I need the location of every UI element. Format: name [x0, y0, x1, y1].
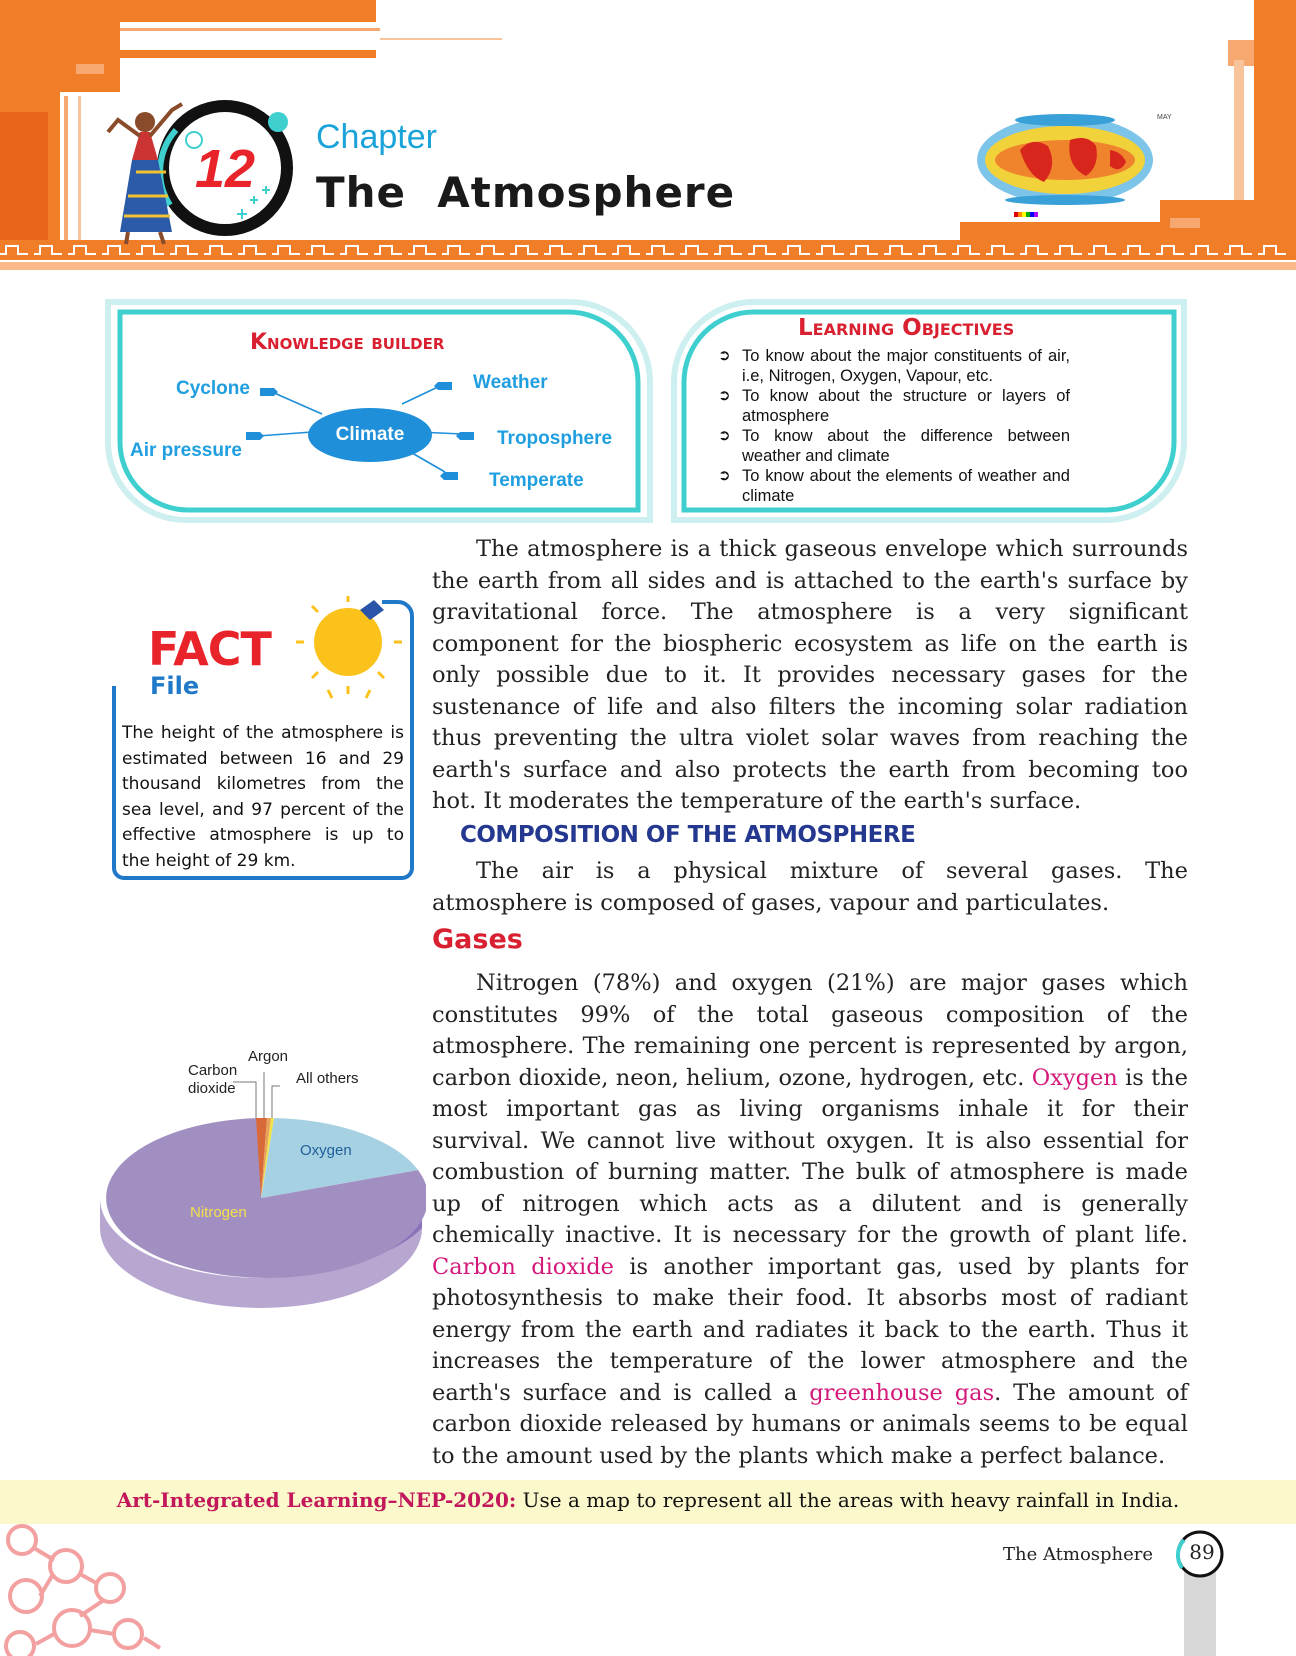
world-temperature-map — [977, 114, 1153, 217]
map-label: MAY — [1157, 114, 1172, 121]
kb-item-weather: Weather — [473, 372, 548, 393]
fact-file-subtitle: File — [150, 672, 200, 700]
kb-item-cyclone: Cyclone — [176, 378, 250, 399]
composition-paragraph: The air is a physical mixture of several gases. The atmosphere is composed of gases, vapour and particulates. — [432, 858, 1188, 916]
kb-item-troposphere: Troposphere — [497, 428, 613, 449]
highlight-carbon-dioxide: Carbon dioxide — [432, 1253, 614, 1280]
knowledge-builder-title: Knowledge builder — [250, 330, 445, 355]
pie-label-oxygen: Oxygen — [300, 1142, 352, 1159]
gases-paragraph: Nitrogen (78%) and oxygen (21%) are major gases which constitutes 99% of the total gaseous composition of the atmosphere. The remaining one percent is represented by argon, carbon dioxide, neon, helium, ozone, hydrogen, etc. Oxygen is the most important gas as living organisms inhale it for their survival. We cannot live without oxygen. It is also essential for combustion of burning matter. The bulk of atmosphere is made up of nitrogen which acts as a dilutent and is generally chemically inactive. It is necessary for the growth of plant life. Carbon dioxide is another important gas, used by plants for photosynthesis to make their food. It absorbs most of radiant energy from the earth and radiates it back to the earth. Thus it increases the temperature of the lower atmosphere and the earth's surface and is called a greenhouse gas. The amount of carbon dioxide released by humans or animals seems to be equal to the amount used by the plants which make a perfect balance. — [432, 970, 1188, 1469]
highlight-oxygen: Oxygen — [1031, 1064, 1118, 1091]
fact-file-text: The height of the atmosphere is estimated between 16 and 29 thousand kilometres from the sea level, and 97 percent of the effective atmosphere is up to the height of 29 km. — [122, 723, 404, 871]
page-number: 89 — [1189, 1540, 1215, 1564]
fact-file-title: FACT — [148, 622, 271, 676]
gases-heading: Gases — [432, 924, 523, 955]
list-item: ➲ To know about the major constituents of air, i.e, Nitrogen, Oxygen, Vapour, etc. — [718, 347, 1070, 385]
sun-bulb-icon — [296, 596, 402, 698]
highlight-greenhouse-gas: greenhouse gas — [809, 1379, 995, 1406]
pie-label-dioxide: dioxide — [188, 1080, 236, 1097]
pie-label-argon: Argon — [248, 1048, 289, 1065]
list-item: ➲ To know about the structure or layers of atmosphere — [718, 387, 1070, 425]
arrow-bullet-icon: ➲ — [718, 467, 731, 484]
list-item: ➲ To know about the difference between weather and climate — [718, 427, 1070, 465]
pie-label-carbon: Carbon — [188, 1062, 238, 1079]
pie-label-all-others: All others — [296, 1070, 359, 1087]
kb-center-climate: Climate — [308, 408, 432, 462]
atmosphere-gases-pie-chart — [96, 1050, 426, 1320]
arrow-bullet-icon: ➲ — [718, 427, 731, 444]
chapter-label: Chapter — [316, 118, 437, 156]
nep-text: Art-Integrated Learning–NEP-2020: Use a map to represent all the areas with heavy rainfall in India. — [116, 1488, 1180, 1512]
intro-paragraph: The atmosphere is a thick gaseous envelope which surrounds the earth from all sides and is attached to the earth's surface by gravitational force. The atmosphere is a very significant component for the biospheric ecosystem as life on the earth is only possible due to it. It provides necessary gases for the sustenance of life and also filters the incoming solar radiation thus preventing the ultra violet solar waves from reaching the earth's surface and also protects the earth from becoming too hot. It moderates the temperature of the earth's surface. — [432, 536, 1188, 814]
learning-objectives-list — [718, 346, 1070, 506]
kb-item-air-pressure: Air pressure — [130, 440, 242, 461]
arrow-bullet-icon: ➲ — [718, 347, 731, 364]
chapter-number: 12 — [195, 139, 256, 199]
list-item: ➲ To know about the elements of weather and climate — [718, 467, 1070, 505]
footer-chapter-title: The Atmosphere — [1003, 1544, 1154, 1565]
decorative-circles — [0, 1516, 180, 1656]
learning-objectives-title: Learning Objectives — [798, 315, 1015, 341]
kb-item-temperate: Temperate — [489, 470, 584, 491]
page-title: The Atmosphere — [316, 168, 736, 217]
composition-heading: COMPOSITION OF THE ATMOSPHERE — [460, 822, 916, 848]
arrow-bullet-icon: ➲ — [718, 387, 731, 404]
pie-label-nitrogen: Nitrogen — [190, 1204, 247, 1221]
nep-label: Art-Integrated Learning–NEP-2020: — [116, 1488, 517, 1512]
